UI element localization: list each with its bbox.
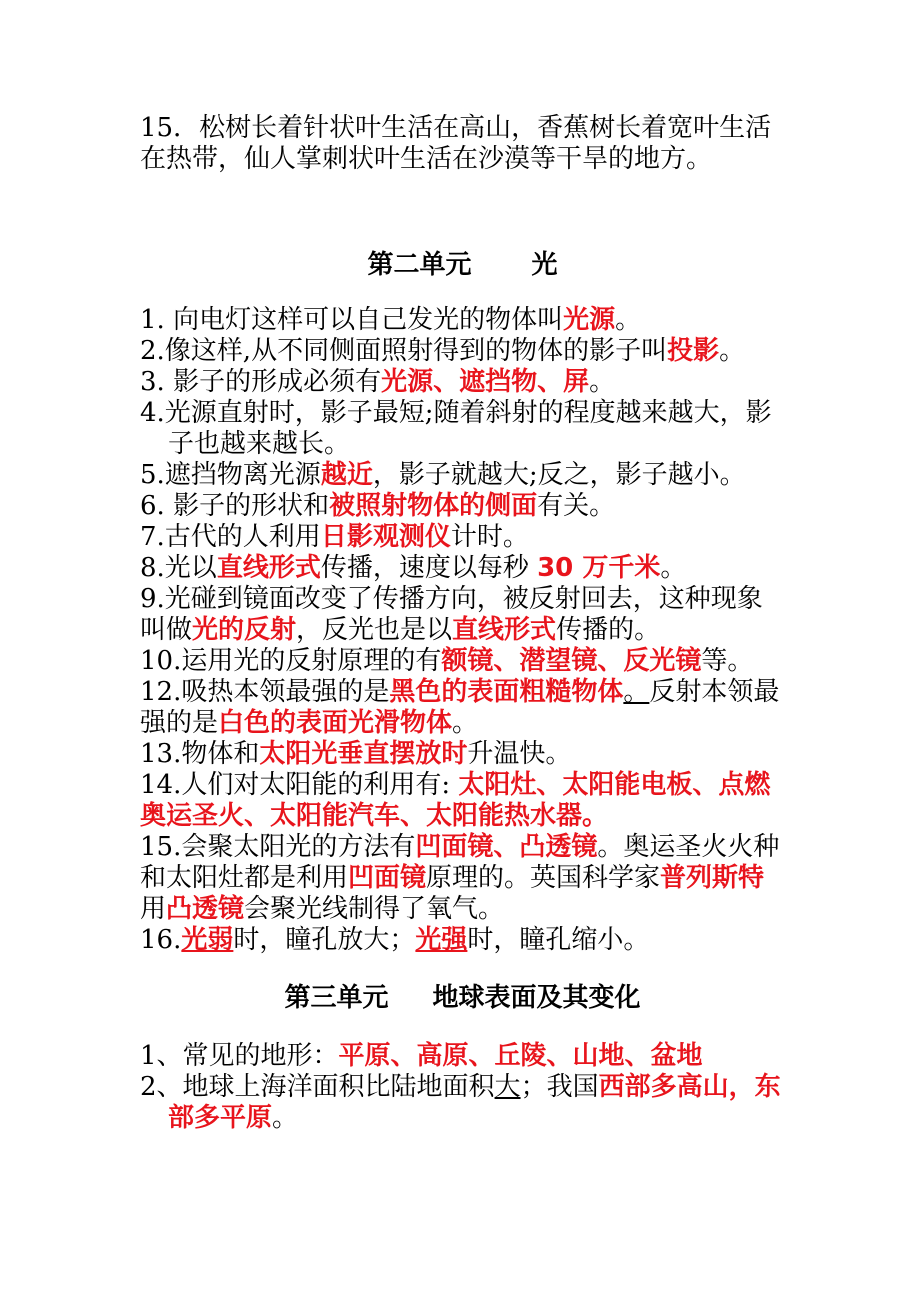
unit2-item-7 [140,522,785,553]
unit3-heading [140,983,785,1014]
text: 升温快。 [467,739,572,769]
key-term: 30 万千米 [537,553,661,583]
text: 传播的。 [556,615,661,645]
text: 。 [589,367,616,397]
unit3-title: 第三单元 [284,983,389,1013]
key-term: 被照射物体的侧面 [329,491,538,521]
text: ，影子就越大;反之，影子越小。 [372,460,746,490]
unit3-item-2 [140,1072,785,1134]
unit2-item-15 [140,832,785,925]
text: 3. 影子的形成必须有 [140,367,382,397]
unit2-item-16 [140,925,785,956]
text: 时，瞳孔缩小。 [467,925,650,955]
text: 反射本领最强的是 [140,677,780,738]
text: 9.光碰到镜面改变了传播方向，被反射回去，这种现象叫做 [140,584,763,645]
unit2-item-3 [140,367,785,398]
text: 计时。 [450,522,529,552]
text: 14.人们对太阳能的利用有: [140,770,459,800]
text: 7.古代的人利用 [140,522,321,552]
unit2-title: 第二单元 [367,250,472,280]
key-term: 投影 [667,336,720,366]
key-term: 西部多高山，东部多平原 [168,1072,781,1133]
key-term: 光源 [563,305,616,335]
text: 4.光源直射时，影子最短;随着斜射的程度越来越大，影子也越来越长。 [140,398,772,459]
unit3-subject: 地球表面及其变化 [432,983,641,1013]
key-term: 直线形式 [216,553,321,583]
text: 等。 [701,646,754,676]
key-term: 太阳光垂直摆放时 [259,739,468,769]
text: 。 [615,305,642,335]
unit2-item-6 [140,491,785,522]
text: 。奥运圣火火种和太阳灶都是利用 [140,832,780,893]
unit2-item-4 [140,398,785,460]
text: 传播，速度以每秒 [320,553,538,583]
text: 2、地球上海洋面积比陆地面积 [140,1072,495,1102]
text: 5.遮挡物离光源 [140,460,321,490]
text: 10.运用光的反射原理的有 [140,646,442,676]
unit2-item-5 [140,460,785,491]
unit2-item-12 [140,677,785,739]
unit2-item-9 [140,584,785,646]
text: 13.物体和 [140,739,260,769]
paragraph-15-text: 15．松树长着针状叶生活在高山，香蕉树长着宽叶生活在热带，仙人掌刺状叶生活在沙漠等干旱的地方。 [140,113,772,174]
text: 。 [452,708,479,738]
key-term: 光强 [415,925,468,955]
unit2-item-2 [140,336,785,367]
text: 12.吸热本领最强的是 [140,677,390,707]
text: 15.会聚太阳光的方法有 [140,832,416,862]
unit2-item-14 [140,770,785,832]
text: 16. [140,925,182,955]
text: 2.像这样,从不同侧面照射得到的物体的影子叫 [140,336,668,366]
unit3-item-1 [140,1041,785,1072]
key-term: 额镜、潜望镜、反光镜 [441,646,702,676]
key-term: 光源、遮挡物、屏 [381,367,590,397]
key-term: 普列斯特 [660,863,765,893]
text: 8.光以 [140,553,217,583]
key-term: 太阳灶、太阳能电板、点燃奥运圣火、太阳能汽车、太阳能热水器 [140,770,771,831]
underlined-text: 。 [623,677,650,707]
unit2-item-13 [140,739,785,770]
paragraph-15 [140,113,785,175]
key-term: 光的反射 [192,615,297,645]
document-page [140,113,785,1134]
text: 时，瞳孔放大； [233,925,416,955]
text: 。 [719,336,746,366]
text: 6. 影子的形状和 [140,491,330,521]
unit2-item-10 [140,646,785,677]
key-term: 凸透镜 [166,894,245,924]
key-term: 凹面镜 [348,863,427,893]
text: 有关。 [537,491,616,521]
key-term: 平原、高原、丘陵、山地、盆地 [338,1041,703,1071]
key-term: 日影观测仪 [320,522,451,552]
text: 。 [660,553,687,583]
text: 原理的。英国科学家 [426,863,661,893]
key-term: 。 [582,801,609,831]
text: 1、常见的地形： [140,1041,339,1071]
text: 。 [272,1103,299,1133]
key-term: 越近 [320,460,373,490]
key-term: 直线形式 [452,615,557,645]
unit2-subject: 光 [531,250,558,280]
unit2-item-8 [140,553,785,584]
key-term: 凹面镜、凸透镜 [415,832,598,862]
text: ，反光也是以 [296,615,453,645]
text: 1. 向电灯这样可以自己发光的物体叫 [140,305,564,335]
key-term: 光弱 [181,925,234,955]
underlined-text: 大 [494,1072,521,1102]
text: 用 [140,894,167,924]
unit2-item-1 [140,305,785,336]
key-term: 白色的表面光滑物体 [218,708,453,738]
text: ；我国 [520,1072,599,1102]
text: 会聚光线制得了氧气。 [244,894,505,924]
unit2-heading [140,250,785,281]
key-term: 黑色的表面粗糙物体 [389,677,624,707]
